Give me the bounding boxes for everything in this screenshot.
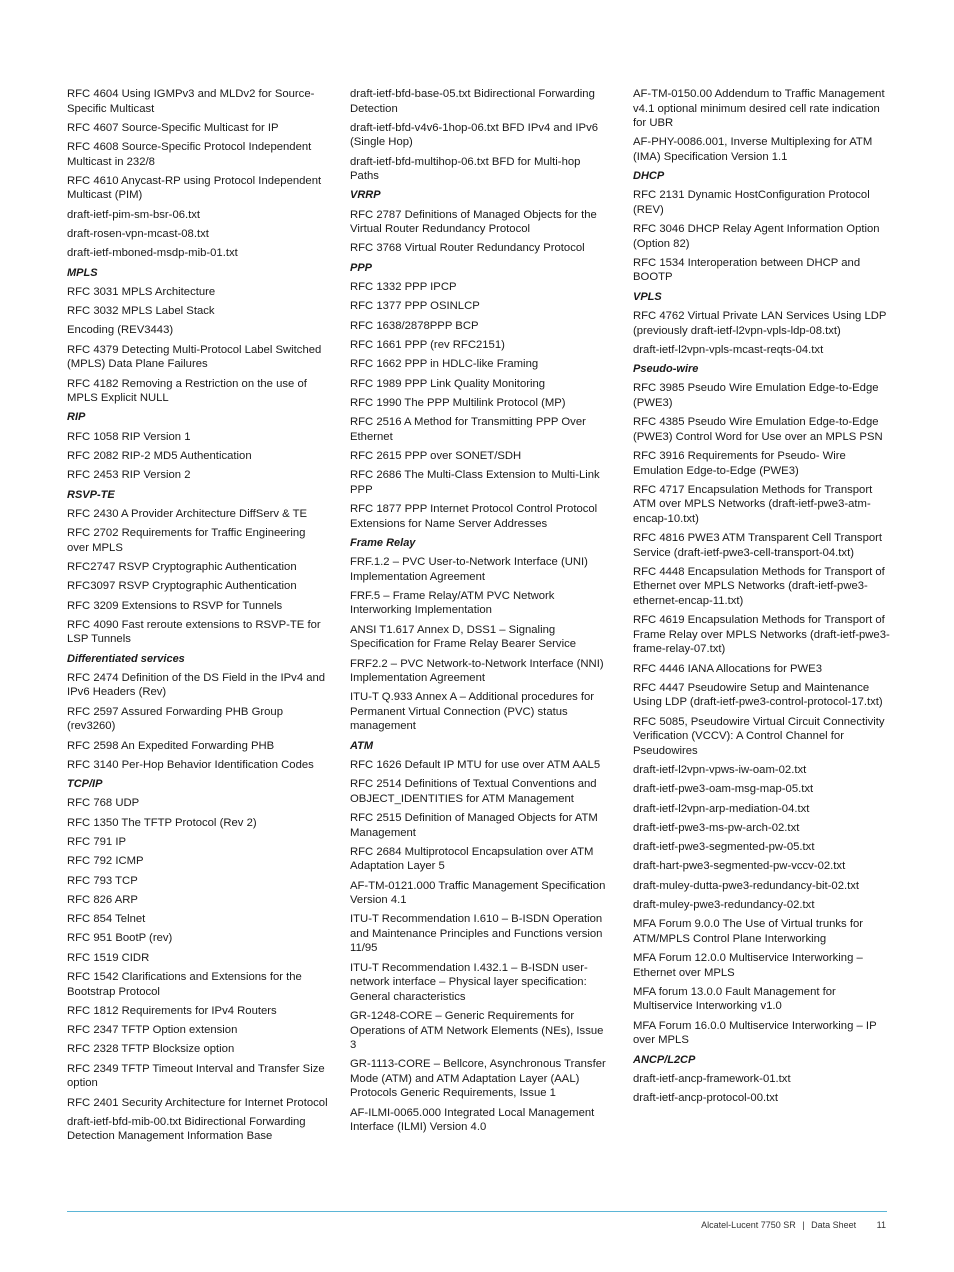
standard-item: RFC 854 Telnet [67, 913, 146, 926]
section-heading: ANCP/L2CP [633, 1053, 696, 1066]
standard-item: RFC 2131 Dynamic HostConfiguration Protocol (REV) [633, 189, 870, 216]
standard-item: RFC 1350 The TFTP Protocol (Rev 2) [67, 816, 257, 829]
standard-item: RFC 1519 CIDR [67, 951, 150, 964]
standard-item: FRF.5 – Frame Relay/ATM PVC Network Interworking Implementation [350, 589, 555, 617]
footer-product: Alcatel-Lucent 7750 SR [701, 1220, 796, 1230]
standard-item: draft-hart-pwe3-segmented-pw-vccv-02.txt [633, 860, 846, 873]
standard-item: RFC 4816 PWE3 ATM Transparent Cell Transport Service (draft-ietf-pwe3-cell-transport-04.txt) [633, 532, 883, 559]
standard-item: RFC 4385 Pseudo Wire Emulation Edge-to-Edge (PWE3) Control Word for Use over an MPLS PSN [633, 416, 883, 443]
standard-item: RFC 4619 Encapsulation Methods for Transport of Frame Relay over MPLS Networks (draft-ietf-pwe3-frame-relay-07.txt) [633, 614, 890, 656]
standard-item: RFC 3985 Pseudo Wire Emulation Edge-to-Edge (PWE3) [633, 382, 879, 409]
standard-item: FRF.1.2 – PVC User-to-Network Interface (UNI) Implementation Agreement [350, 556, 588, 583]
standard-item: RFC 2684 Multiprotocol Encapsulation over ATM Adaptation Layer 5 [350, 845, 594, 873]
standard-item: RFC 4608 Source-Specific Protocol Independent Multicast in 232/8 [67, 141, 312, 168]
standard-item: ITU-T Recommendation I.610 – B-ISDN Operation and Maintenance Principles and Functions version 11/95 [350, 913, 603, 955]
standard-item: draft-ietf-bfd-multihop-06.txt BFD for Multi-hop Paths [350, 155, 581, 183]
standard-item: RFC 1661 PPP (rev RFC2151) [350, 338, 505, 351]
standard-item: FRF2.2 – PVC Network-to-Network Interface (NNI) Implementation Agreement [350, 657, 604, 685]
standard-item: ITU-T Q.933 Annex A – Additional procedures for Permanent Virtual Connection (PVC) status management [350, 691, 595, 733]
standard-item: MFA Forum 16.0.0 Multiservice Interworking – IP over MPLS [633, 1019, 877, 1047]
standard-item: RFC3097 RSVP Cryptographic Authentication [67, 580, 297, 593]
standard-item: RFC 792 ICMP [67, 855, 144, 868]
section-heading: MPLS [67, 266, 98, 279]
standard-item: RFC 2401 Security Architecture for Internet Protocol [67, 1096, 328, 1109]
page-number: 11 [876, 1220, 886, 1230]
standard-item: RFC 2474 Definition of the DS Field in the IPv4 and IPv6 Headers (Rev) [67, 671, 326, 699]
standard-item: RFC 2349 TFTP Timeout Interval and Transfer Size option [67, 1062, 325, 1090]
standard-item: RFC 2514 Definitions of Textual Conventions and OBJECT_IDENTITIES for ATM Management [350, 778, 597, 805]
standard-item: draft-ietf-l2vpn-vpws-iw-oam-02.txt [633, 763, 807, 776]
standard-item: MFA Forum 9.0.0 The Use of Virtual trunks for ATM/MPLS Control Plane Interworking [633, 918, 864, 945]
column-3 [633, 87, 895, 1110]
standard-item: RFC 1058 RIP Version 1 [67, 430, 191, 443]
standard-item: RFC 3916 Requirements for Pseudo- Wire Emulation Edge-to-Edge (PWE3) [633, 450, 846, 477]
standard-item: ANSI T1.617 Annex D, DSS1 – Signaling Specification for Frame Relay Bearer Service [350, 623, 577, 651]
standard-item: RFC 2453 RIP Version 2 [67, 469, 191, 482]
section-heading: VPLS [633, 290, 662, 303]
standard-item: MFA Forum 12.0.0 Multiservice Interworking – Ethernet over MPLS [633, 952, 863, 979]
standard-item: RFC 2347 TFTP Option extension [67, 1024, 238, 1037]
section-heading: Pseudo-wire [633, 363, 699, 376]
standard-item: RFC 4447 Pseudowire Setup and Maintenance Using LDP (draft-ietf-pwe3-control-protocol-17.txt) [633, 681, 883, 709]
standard-item: GR-1248-CORE – Generic Requirements for Operations of ATM Network Elements (NEs), Issue 3 [350, 1010, 604, 1051]
standard-item: GR-1113-CORE – Bellcore, Asynchronous Transfer Mode (ATM) and ATM Adaptation Layer (AAL) Protocols Generic Requirements, Issue 1 [350, 1058, 606, 1100]
standard-item: RFC 2615 PPP over SONET/SDH [350, 449, 522, 462]
standard-item: RFC 1989 PPP Link Quality Monitoring [350, 377, 546, 390]
standard-item: draft-ietf-bfd-mib-00.txt Bidirectional Forwarding Detection Management Information Base [67, 1115, 306, 1143]
standard-item: AF-ILMI-0065.000 Integrated Local Management Interface (ILMI) Version 4.0 [350, 1106, 595, 1134]
standard-item: RFC 1877 PPP Internet Protocol Control Protocol Extensions for Name Server Addresses [350, 503, 598, 530]
standard-item: draft-ietf-bfd-base-05.txt Bidirectional Forwarding Detection [350, 88, 595, 115]
standard-item: AF-PHY-0086.001, Inverse Multiplexing for ATM (IMA) Specification Version 1.1 [633, 136, 873, 163]
standard-item: draft-ietf-pim-sm-bsr-06.txt [67, 208, 201, 221]
footer-rule [67, 1211, 887, 1212]
standard-item: draft-ietf-ancp-framework-01.txt [633, 1072, 791, 1085]
standard-item: RFC 3031 MPLS Architecture [67, 285, 216, 298]
column-2 [350, 87, 612, 1139]
standard-item: RFC 793 TCP [67, 874, 138, 887]
standard-item: RFC 2430 A Provider Architecture DiffServ & TE [67, 507, 308, 520]
standard-item: RFC 4607 Source-Specific Multicast for IP [67, 121, 279, 134]
section-heading: RIP [67, 411, 86, 424]
standard-item: RFC 1812 Requirements for IPv4 Routers [67, 1004, 277, 1017]
standard-item: AF-TM-0121.000 Traffic Management Specification Version 4.1 [350, 879, 606, 907]
standard-item: RFC 826 ARP [67, 893, 138, 906]
standard-item: AF-TM-0150.00 Addendum to Traffic Management v4.1 optional minimum desired cell rate indication for UBR [633, 88, 885, 129]
section-heading: DHCP [633, 170, 665, 183]
standard-item: RFC 768 UDP [67, 797, 140, 810]
standard-item: RFC 4604 Using IGMPv3 and MLDv2 for Source-Specific Multicast [67, 88, 315, 115]
section-heading: RSVP-TE [67, 488, 115, 501]
standard-item: RFC 1377 PPP OSINLCP [350, 300, 480, 313]
standard-item: Encoding (REV3443) [67, 324, 174, 337]
section-heading: PPP [350, 261, 373, 274]
standard-item: RFC 951 BootP (rev) [67, 932, 173, 945]
section-heading: VRRP [350, 189, 381, 202]
standard-item: RFC 1990 The PPP Multilink Protocol (MP) [350, 396, 566, 409]
standard-item: RFC 4448 Encapsulation Methods for Transport of Ethernet over MPLS Networks (draft-ietf-pwe3-ethernet-encap-11.txt) [633, 565, 885, 607]
standard-item: RFC 3140 Per-Hop Behavior Identification Codes [67, 758, 314, 771]
standard-item: RFC 3032 MPLS Label Stack [67, 305, 215, 318]
standard-item: RFC 2515 Definition of Managed Objects for ATM Management [350, 812, 598, 839]
standard-item: draft-muley-pwe3-redundancy-02.txt [633, 899, 815, 912]
standard-item: MFA forum 13.0.0 Fault Management for Multiservice Interworking v1.0 [633, 985, 836, 1013]
standard-item: RFC 3046 DHCP Relay Agent Information Option (Option 82) [633, 223, 880, 250]
standard-item: RFC 791 IP [67, 836, 127, 848]
standard-item: RFC 1332 PPP IPCP [350, 281, 457, 294]
standard-item: RFC 2597 Assured Forwarding PHB Group (rev3260) [67, 705, 283, 733]
standard-item: RFC 2702 Requirements for Traffic Engineering over MPLS [67, 527, 306, 554]
standard-item: draft-ietf-l2vpn-vpls-mcast-reqts-04.txt [633, 343, 824, 356]
section-heading: TCP/IP [67, 778, 103, 791]
standard-item: draft-ietf-pwe3-ms-pw-arch-02.txt [633, 821, 800, 834]
section-heading: Differentiated services [67, 652, 185, 665]
standard-item: draft-ietf-mboned-msdp-mib-01.txt [67, 247, 238, 260]
standard-item: RFC 1542 Clarifications and Extensions for the Bootstrap Protocol [67, 971, 302, 998]
standard-item: ITU-T Recommendation I.432.1 – B-ISDN user-network interface – Physical layer specification: General characteristics [350, 961, 588, 1003]
standard-item: draft-muley-dutta-pwe3-redundancy-bit-02.txt [633, 879, 860, 892]
standard-item: draft-ietf-l2vpn-arp-mediation-04.txt [633, 802, 810, 815]
standard-item: RFC 4090 Fast reroute extensions to RSVP-TE for LSP Tunnels [67, 618, 321, 646]
standard-item: RFC 2328 TFTP Blocksize option [67, 1043, 235, 1056]
standard-item: RFC 3768 Virtual Router Redundancy Protocol [350, 242, 585, 255]
standard-item: RFC 2082 RIP-2 MD5 Authentication [67, 449, 252, 462]
footer-separator: | [802, 1220, 805, 1230]
standard-item: RFC 2686 The Multi-Class Extension to Multi-Link PPP [350, 469, 600, 496]
section-heading: Frame Relay [350, 536, 416, 549]
page-footer [701, 1219, 886, 1231]
standard-item: RFC 4762 Virtual Private LAN Services Using LDP (previously draft-ietf-l2vpn-vpls-ldp-08.txt) [633, 310, 887, 337]
standard-item: RFC 4379 Detecting Multi-Protocol Label Switched (MPLS) Data Plane Failures [67, 343, 322, 371]
standard-item: RFC 2598 An Expedited Forwarding PHB [67, 739, 275, 752]
standard-item: draft-ietf-bfd-v4v6-1hop-06.txt BFD IPv4 and IPv6 (Single Hop) [350, 121, 599, 149]
standard-item: RFC 4610 Anycast-RP using Protocol Independent Multicast (PIM) [67, 174, 322, 202]
standard-item: RFC 4182 Removing a Restriction on the use of MPLS Explicit NULL [67, 377, 307, 405]
standard-item: RFC 1638/2878PPP BCP [350, 319, 479, 332]
footer-doc-type: Data Sheet [811, 1220, 857, 1230]
standard-item: RFC 3209 Extensions to RSVP for Tunnels [67, 599, 283, 612]
standard-item: RFC 2516 A Method for Transmitting PPP Over Ethernet [350, 416, 586, 443]
standard-item: draft-ietf-pwe3-segmented-pw-05.txt [633, 841, 815, 854]
standard-item: RFC 1534 Interoperation between DHCP and BOOTP [633, 256, 861, 284]
standard-item: draft-ietf-ancp-protocol-00.txt [633, 1092, 779, 1105]
standard-item: RFC 4446 IANA Allocations for PWE3 [633, 662, 822, 675]
standard-item: RFC 5085, Pseudowire Virtual Circuit Connectivity Verification (VCCV): A Control Channel for Pseudowires [633, 715, 885, 757]
standard-item: RFC2747 RSVP Cryptographic Authentication [67, 560, 297, 573]
standard-item: draft-rosen-vpn-mcast-08.txt [67, 227, 209, 240]
standard-item: RFC 2787 Definitions of Managed Objects for the Virtual Router Redundancy Protocol [350, 208, 597, 236]
standard-item: RFC 1626 Default IP MTU for use over ATM AAL5 [350, 758, 601, 771]
section-heading: ATM [350, 739, 374, 752]
standard-item: RFC 1662 PPP in HDLC-like Framing [350, 358, 539, 371]
column-1 [67, 87, 329, 1149]
standard-item: RFC 4717 Encapsulation Methods for Transport ATM over MPLS Networks (draft-ietf-pwe3-atm-encap-10.txt) [633, 483, 873, 525]
standard-item: draft-ietf-pwe3-oam-msg-map-05.txt [633, 783, 814, 796]
